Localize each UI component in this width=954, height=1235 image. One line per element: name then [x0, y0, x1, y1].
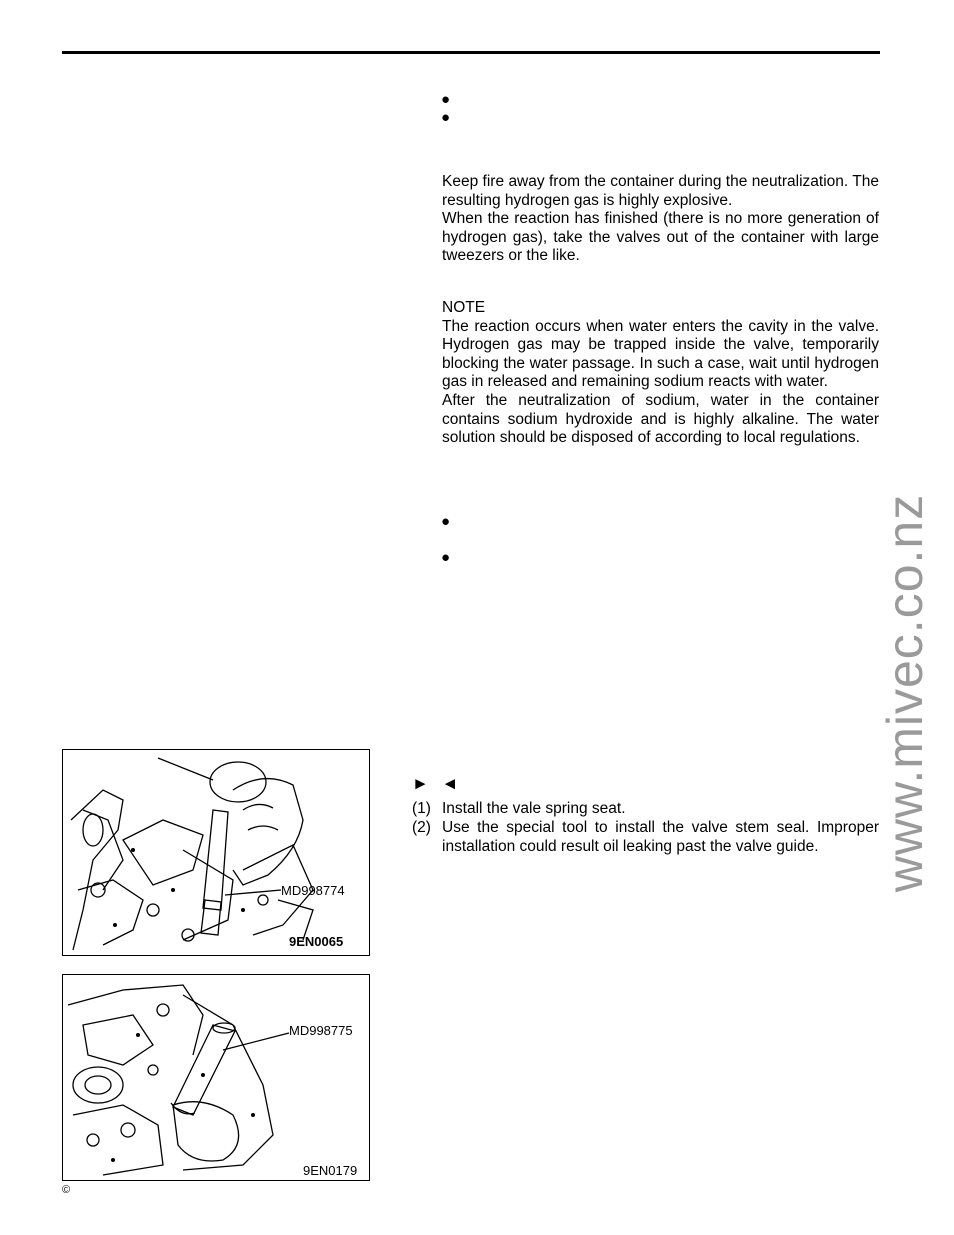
step-2	[412, 819, 880, 859]
figure-valve-stem-seal-install	[62, 749, 370, 956]
warning-paragraph-1: Keep fire away from the container during the neutralization. The resulting hydrogen gas is highly explosive.	[442, 173, 879, 209]
engine-head-illustration-1	[63, 750, 369, 955]
figure-valve-stem-seal-tool	[62, 974, 370, 1181]
warning-block	[442, 173, 879, 266]
header-rule	[62, 51, 880, 54]
note-block	[442, 299, 879, 448]
figure-2-code: 9EN0179	[303, 1163, 358, 1178]
figure-2-tool-label: MD998775	[289, 1023, 353, 1038]
bullet-2: ●	[441, 109, 451, 126]
engine-head-illustration-2	[63, 975, 369, 1180]
step-1-text: Install the vale spring seat.	[442, 800, 626, 817]
copyright-mark: ©	[62, 1184, 71, 1196]
step-1-number: (1)	[412, 800, 431, 817]
figure-1-code: 9EN0065	[289, 934, 344, 949]
bullet-1: ●	[441, 91, 451, 108]
section-marker-arrows: ► ◄	[412, 774, 463, 793]
warning-paragraph-2: When the reaction has finished (there is no more generation of hydrogen gas), take the valves out of the container with large tweezers or the like.	[442, 210, 879, 265]
figure-1-tool-label: MD998774	[281, 883, 345, 898]
note-paragraph-1: The reaction occurs when water enters the cavity in the valve. Hydrogen gas may be trapped inside the valve, temporarily blocking the water passage. In such a case, wait until hydrogen gas in released and remaining sodium reacts with water.	[442, 317, 879, 391]
watermark-text: www.mivec.co.nz	[877, 493, 933, 893]
step-2-number: (2)	[412, 819, 431, 836]
bullet-4: ●	[441, 549, 451, 566]
step-2-text: Use the special tool to install the valve stem seal. Improper installation could result oil leaking past the valve guide.	[442, 819, 879, 855]
note-heading: NOTE	[442, 299, 486, 316]
step-1	[412, 800, 880, 820]
bullet-3: ●	[441, 513, 451, 530]
note-paragraph-2: After the neutralization of sodium, water in the container contains sodium hydroxide and is highly alkaline. The water solution should be disposed of according to local regulations.	[442, 391, 879, 447]
